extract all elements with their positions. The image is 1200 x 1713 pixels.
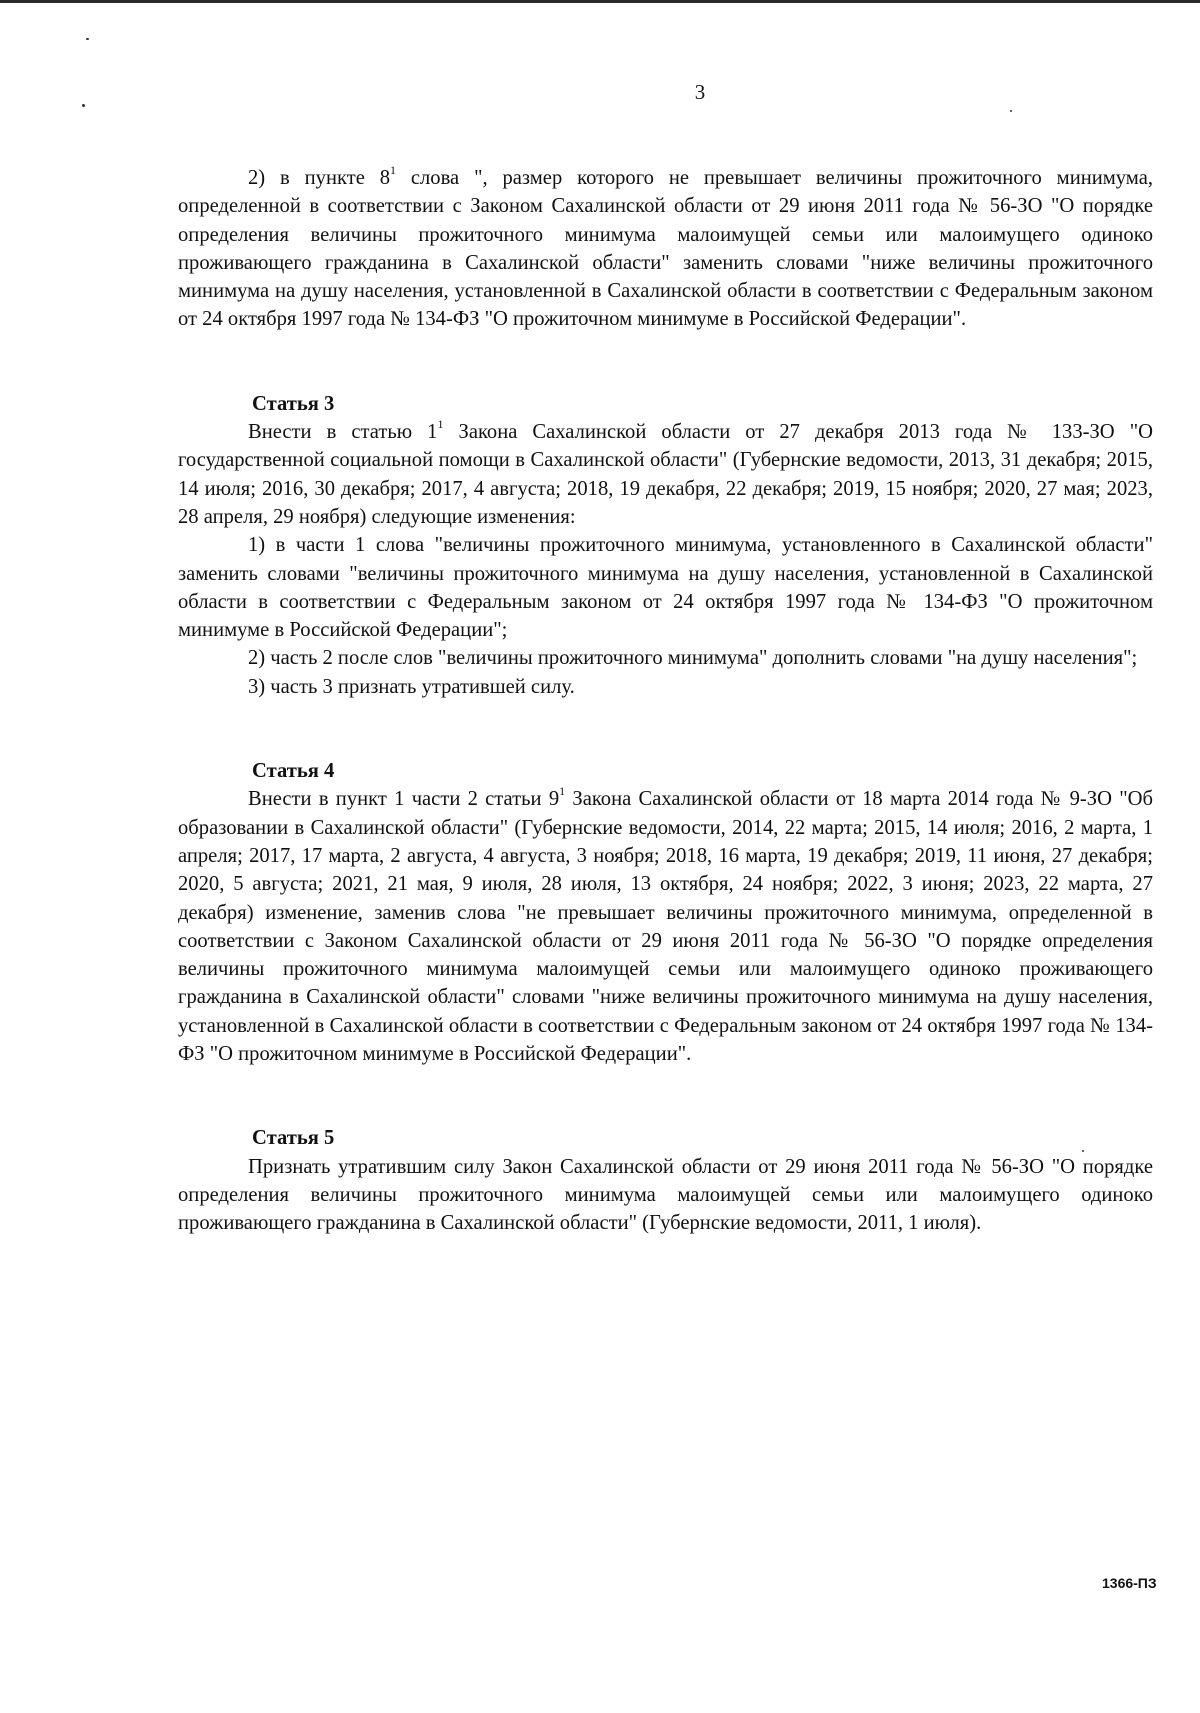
article-4-body: Внести в пункт 1 части 2 статьи $9^1$ Закона Сахалинской области от 18 марта 2014 года № 9-ЗО "Об образовании в Сахалинской области" (Губернские ведомости, 2014, 22 марта; 2015, 14 июля; 2016, 2 марта, 1 апреля; 2017, 17 марта, 2 августа, 4 августа, 3 ноября; 2018, 16 марта, 19 декабря; 2019, 11 июня, 27 декабря; 2020, 5 августа; 2021, 21 мая, 9 июля, 28 июля, 13 октября, 24 ноября; 2022, 3 июня; 2023, 22 марта, 27 декабря) изменение, заменив слова "не превышает величины прожиточного минимума, определенной в соответствии с Законом Сахалинской области от 29 июня 2011 года № 56-ЗО "О порядке определения величины прожиточного минимума малоимущей семьи или малоимущего одиноко проживающего гражданина в Сахалинской области" словами "ниже величины прожиточного минимума на душу населения, установленной в Сахалинской области в соответствии с Федеральным законом от 24 октября 1997 года № 134-ФЗ "О прожиточном минимуме в Российской Федерации". [178, 784, 1153, 1066]
article-5-heading: Статья 5 [252, 1127, 335, 1150]
document-code: 1366-ПЗ [1102, 1575, 1157, 1591]
scan-speck [1082, 1150, 1084, 1152]
top-border-line [0, 0, 1200, 3]
article-4-heading: Статья 4 [252, 760, 335, 783]
scan-speck [1010, 110, 1012, 112]
article-2-item-2: 2) в пункте $8^1$ слова ", размер которого не превышает величины прожиточного минимума, определенной в соответствии с Законом Сахалинской области от 29 июня 2011 года № 56-ЗО "О порядке определения величины прожиточного минимума малоимущей семьи или малоимущего одиноко проживающего гражданина в Сахалинской области" заменить словами "ниже величины прожиточного минимума на душу населения, установленной в Сахалинской области в соответствии с Федеральным законом от 24 октября 1997 года № 134-ФЗ "О прожиточном минимуме в Российской Федерации". [178, 163, 1153, 331]
article-3-item-1: 1) в части 1 слова "величины прожиточного минимума, установленного в Сахалинской области" заменить словами "величины прожиточного минимума на душу населения, установленной в Сахалинской области в соответствии с Федеральным законом от 24 октября 1997 года № 134-ФЗ "О прожиточном минимуме в Российской Федерации"; [178, 534, 1153, 642]
article-3-intro: Внести в статью $1^1$ Закона Сахалинской области от 27 декабря 2013 года № 133-ЗО "О государственной социальной помощи в Сахалинской области" (Губернские ведомости, 2013, 31 декабря; 2015, 14 июля; 2016, 30 декабря; 2017, 4 августа; 2018, 19 декабря, 22 декабря; 2019, 15 ноября; 2020, 27 мая; 2023, 28 апреля, 29 ноября) следующие изменения: [178, 417, 1153, 528]
document-body [178, 164, 1153, 1238]
scan-speck [82, 104, 85, 107]
scan-speck [86, 38, 89, 40]
article-3-heading: Статья 3 [252, 392, 335, 415]
article-5-body: Признать утратившим силу Закон Сахалинской области от 29 июня 2011 года № 56-ЗО "О порядке определения величины прожиточного минимума малоимущей семьи или малоимущего одиноко проживающего гражданина в Сахалинской области" (Губернские ведомости, 2011, 1 июля). [178, 1155, 1153, 1235]
article-3-item-3: 3) часть 3 признать утратившей силу. [248, 675, 575, 698]
page-number: 3 [694, 80, 706, 104]
article-3-item-2: 2) часть 2 после слов "величины прожиточного минимума" дополнить словами "на душу населения"; [248, 647, 1138, 670]
